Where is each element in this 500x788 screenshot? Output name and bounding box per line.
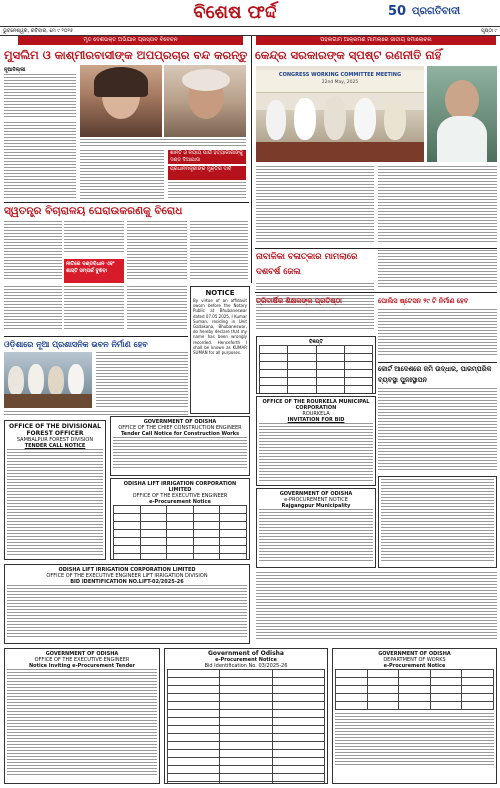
article-2-col-3 (127, 221, 187, 283)
headline-5: ପୋଲିସ ଷ୍ଟେସନ ୨୯ ଟି ନିର୍ମାଣ ହେବ (378, 297, 469, 305)
ad-gov-1-head: GOVERNMENT OF ODISHA (143, 419, 217, 425)
masthead (0, 0, 500, 26)
headline-2: ସ୍ୱତନ୍ତ୍ର ବିଚାରାଳୟ ଘେରାଉକରଣକୁ ବିରୋଧ (4, 205, 183, 217)
anniversary-logo (388, 3, 408, 21)
article-2-col-1 (4, 221, 62, 283)
left-col-text-a (4, 122, 76, 200)
ad-lift-1-head: ODISHA LIFT IRRIGATION CORPORATION LIMITED (123, 481, 237, 493)
headline-3: ନାବାଳିକା ବଳାତ୍କାର ମାମଲାରେ ଦଶବର୍ଷ ଜେଲ (256, 252, 358, 277)
notice-box (190, 286, 250, 414)
article-2-col-1b (4, 286, 62, 334)
date-line: ଭୁବନେଶ୍ୱର, ରବିବାର, ମେ ୯ ୨୦୨୫ (3, 28, 74, 34)
mid-head-1 (168, 150, 246, 164)
banner-date: 22nd May, 2025 (321, 80, 359, 85)
headline-left: ମୁସଲିମ ଓ କାଶ୍ମୀରବାସୀଙ୍କ ଅପପ୍ରଚାର ବନ୍ଦ କରନ୍ତୁ (4, 48, 248, 62)
column-divider (251, 36, 252, 283)
ad-gov-2-head: GOVERNMENT OF ODISHA (45, 651, 119, 657)
ad-gov-3-notice: Rajgangpur Municipality (281, 503, 351, 509)
ad-forest-head: OFFICE OF THE DIVISIONAL FOREST OFFICER (9, 423, 101, 437)
ad-lift-2-sub: OFFICE OF THE EXECUTIVE ENGINEER LIFT IRRIGATION DIVISION (46, 573, 208, 579)
notice-box-text: By virtue of an affidavit sworn before the Notary Public at Bhubaneswar dated 07.05.2025, I Kumar Suman, residing in Unit Gadakana, Bhubaneswar, do hereby declare that my name has been wrongly recorded. Henceforth I shall be known as KUMAR SUMAN for all purposes. (193, 298, 247, 356)
photo-officials-meeting (4, 352, 92, 408)
ad-rourkela-sub: ROURKELA (302, 411, 330, 417)
ad-gov-4-notice: Bid Identification No. 03/2025-26 (204, 663, 288, 669)
ad-gov-5-table (335, 669, 494, 710)
photo-cwc-meeting (256, 66, 424, 162)
ad-gov-2 (4, 648, 160, 784)
ad-gov-5-sub: DEPARTMENT OF WORKS (383, 657, 446, 663)
anniversary-number: 50 (388, 4, 407, 19)
kicker-left (18, 36, 243, 45)
ad-lift-1 (110, 478, 250, 560)
ad-gov-4-head: Government of Odisha (208, 650, 284, 657)
ad-gov-3-sub: e-PROCUREMENT NOTICE (284, 497, 348, 503)
photo-side-portrait (427, 66, 497, 162)
masthead-title: ବିଶେଷ ଫର୍ଦ୍ଦ (193, 2, 277, 23)
brand-logo: ପ୍ରଗତିବାଦୀ (412, 6, 461, 17)
ad-gov-5-head: GOVERNMENT OF ODISHA (378, 651, 451, 657)
ad-gov-1-notice: Tender Call Notice for Construction Works (120, 431, 240, 437)
article-3-text (256, 283, 374, 333)
right-article-text-2 (378, 166, 497, 246)
ad-forest-notice: TENDER CALL NOTICE (24, 443, 86, 449)
ad-forest-sub: SAMBALPUR FOREST DIVISION (16, 437, 94, 443)
article-5-text (378, 309, 497, 359)
ad-gov-4 (164, 648, 328, 784)
mid-head-2 (168, 166, 246, 180)
right-bottom-text (256, 572, 497, 644)
article-2-col-2 (64, 221, 124, 257)
photo-woman (80, 65, 162, 137)
mid-head-1-text: ଶାନ୍ତି ଓ ନ୍ୟାୟ ପାଇଁ ହତ୍ୟାକାରୀଙ୍କୁ ଦଣ୍ଡ ଦିଆଯାଉ (170, 150, 243, 163)
row-divider-2 (4, 336, 188, 337)
left-dateline: ନୂଆଦିଲ୍ଲୀ (4, 67, 26, 73)
row-divider-right-3 (378, 362, 497, 363)
left-col-text-b (80, 150, 164, 200)
kicker-right (256, 36, 496, 45)
mid-head-2-text: ପ୍ରଧାନମନ୍ତ୍ରୀଙ୍କ ମୁକ୍ତିର ଦାବି (170, 166, 232, 172)
ad-lift-2-notice: BID IDENTIFICATION NO.LIFT-02/2025-26 (70, 579, 184, 585)
ad-gov-2-notice: Notice Inviting e-Procurement Tender (28, 663, 136, 669)
ad-odia-notice (378, 476, 497, 568)
ad-table-notice (256, 336, 376, 394)
ad-gov-4-table (167, 669, 325, 784)
ad-forest (4, 420, 106, 560)
ad-table (259, 345, 373, 394)
ad-gov-3-head: GOVERNMENT OF ODISHA (279, 491, 353, 497)
ad-table-notice-head: ବିଜ୍ଞପ୍ତି (309, 339, 323, 345)
kicker-right-text: ପହଲଗାମ ଆକ୍ରମଣ ମାମଲାରେ ଜାତୀୟ ସମାଲୋଚନା (320, 37, 432, 43)
headline-4: ତ୍ରିବାର୍ଷିକ ଶିକ୍ଷକଙ୍କ ପ୍ରତିଷ୍ଠା (256, 297, 342, 305)
ad-rourkela (256, 396, 376, 486)
ad-lift-2 (4, 564, 250, 644)
ad-lift-1-notice: e-Procurement Notice (149, 499, 211, 505)
headline-right: କେନ୍ଦ୍ର ସରକାରଙ୍କ ସ୍ପଷ୍ଟ ରଣନୀତି ନାହିଁ (255, 48, 442, 62)
ad-gov-5 (332, 648, 497, 784)
ad-gov-1-sub: OFFICE OF THE CHIEF CONSTRUCTION ENGINEER (118, 425, 242, 431)
kicker-left-text: ମୃତ ଦେଶଭକ୍ତ ଅଭିଯାନ ପ୍ରସ୍ତାବ ବିବେଚନ (83, 37, 178, 43)
banner-strip (256, 70, 424, 93)
ad-rourkela-head: OFFICE OF THE ROURKELA MUNICIPAL CORPORATION (262, 399, 370, 411)
dateline-bar (0, 26, 500, 36)
ad-gov-4-sub: e-Procurement Notice (215, 657, 277, 663)
article-2-col-3b (127, 286, 187, 334)
highlight-box-text: ନୀତିରେ ଦଣ୍ଡବିଧାନ ଏବଂ ଶାସ୍ତି ସମ୍ପର୍କ ବୁଝିବା (66, 261, 115, 274)
photo-caption (80, 139, 246, 147)
row-divider-right-2 (255, 292, 497, 293)
article-2-col-2b (64, 286, 124, 334)
ad-rourkela-notice: INVITATION FOR BID (287, 417, 345, 423)
page-label: ପୃଷ୍ଠା ୯ (481, 28, 497, 34)
article-2-col-4 (190, 221, 248, 283)
photo-elderly (164, 65, 246, 137)
ad-lift-2-head: ODISHA LIFT IRRIGATION CORPORATION LIMITED (58, 567, 196, 573)
row-divider-1 (4, 202, 249, 203)
ad-gov-2-sub: OFFICE OF THE EXECUTIVE ENGINEER (34, 657, 130, 663)
ad-gov-5-notice: e-Procurement Notice (383, 663, 446, 669)
left-article-text (4, 74, 76, 119)
ad-gov-1 (110, 416, 250, 476)
ad-gov-3 (256, 488, 376, 568)
highlight-box (64, 259, 124, 283)
left-col-text-c (168, 182, 246, 200)
headline-6: ଓଡ଼ିଶାରେ ନୂଆ ପ୍ରଶାସନିକ ଭବନ ନିର୍ମାଣ ହେବ (4, 340, 148, 349)
ad-lift-1-sub: OFFICE OF THE EXECUTIVE ENGINEER (132, 493, 228, 499)
article-3-text-b (378, 250, 497, 290)
right-article-text (256, 166, 374, 246)
article-7-text (378, 388, 497, 474)
row-divider-right (255, 248, 497, 249)
notice-box-title: NOTICE (205, 289, 235, 297)
article-6-text (96, 352, 188, 412)
headline-7: କୋର୍ଟ ଆଦେଶରେ ଜମି ଉଦ୍ଧାର, ପାରମ୍ପରିକ ବ୍ୟବସ୍ଥା ପୁନଃସ୍ଥାପନ (378, 365, 492, 384)
ad-lift-1-table (113, 505, 247, 560)
banner-text: CONGRESS WORKING COMMITTEE MEETING (278, 72, 402, 78)
